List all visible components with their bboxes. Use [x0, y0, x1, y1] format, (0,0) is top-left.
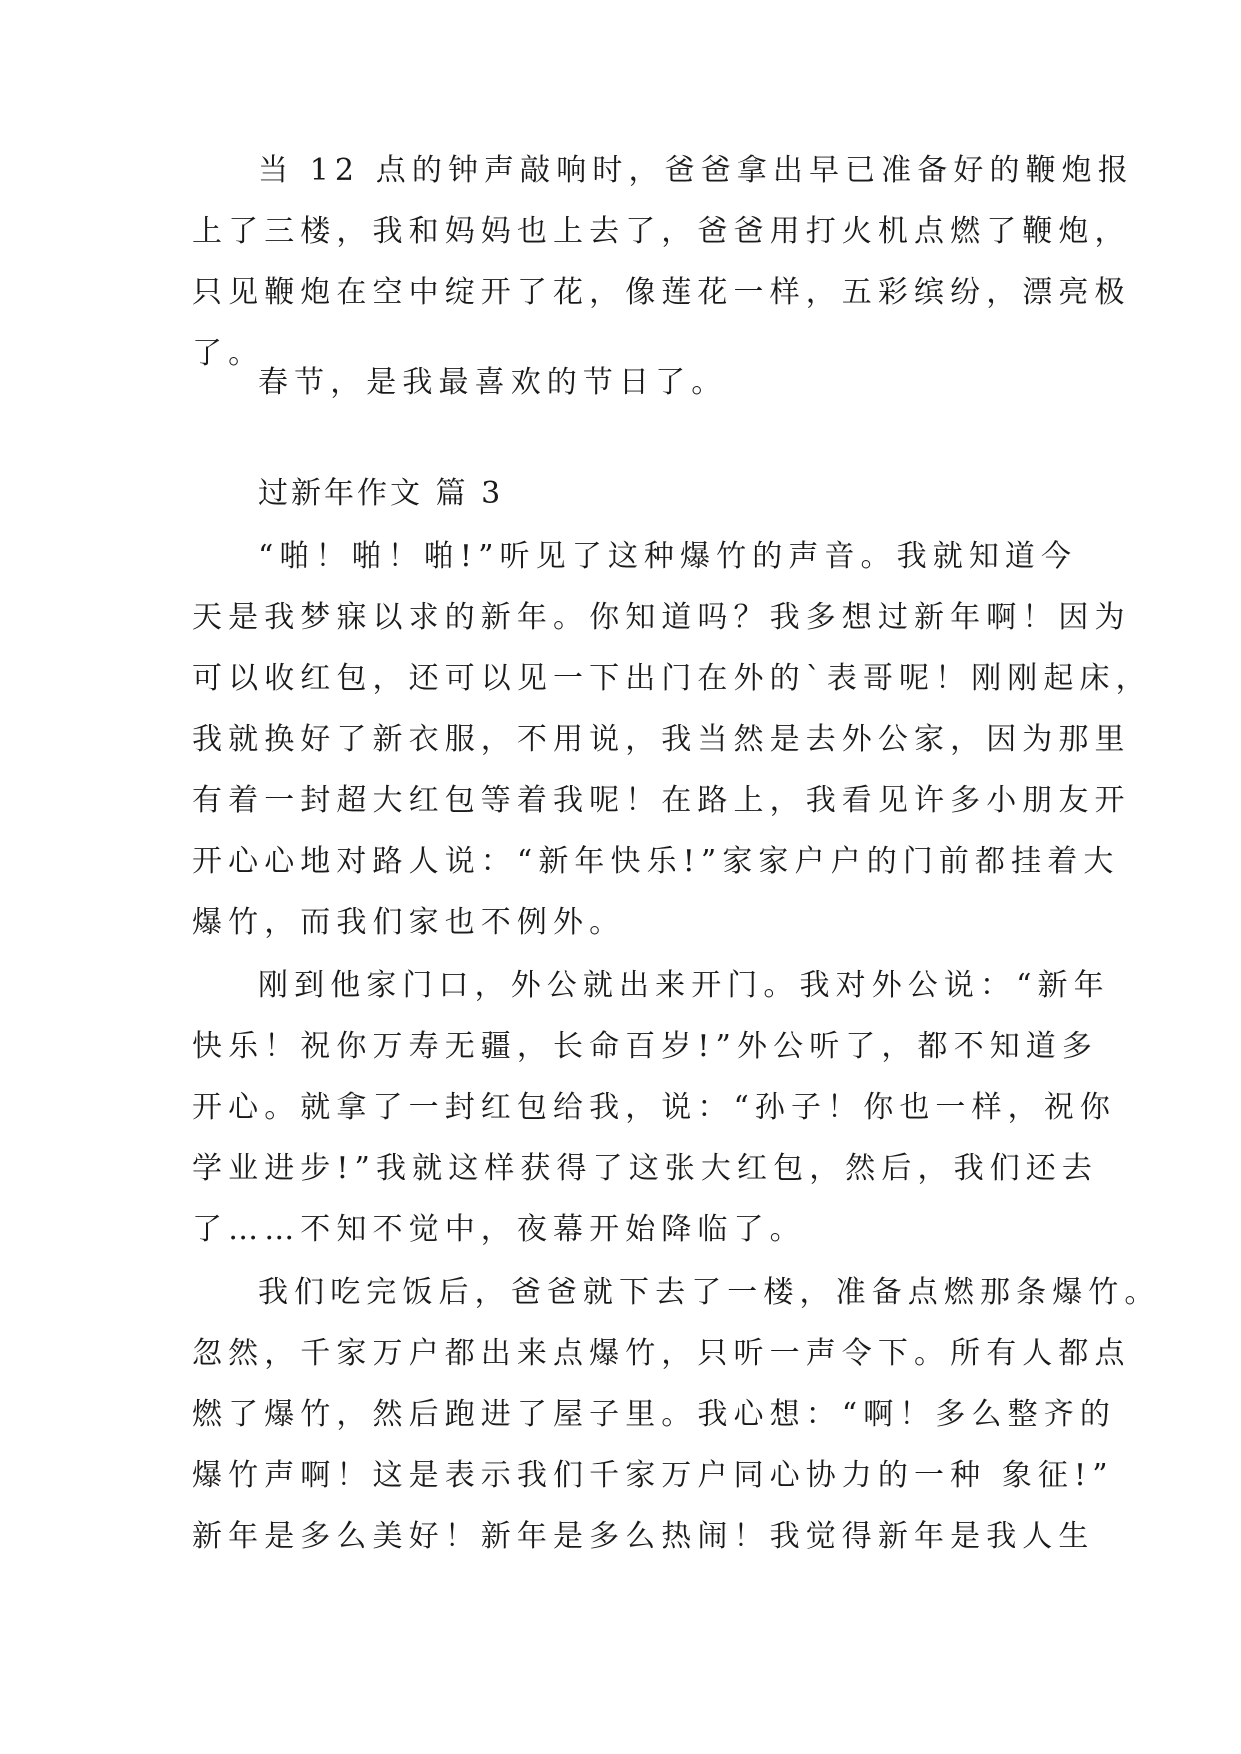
- paragraph-line: 新年是多么美好！新年是多么热闹！我觉得新年是我人生: [192, 1519, 1095, 1554]
- section-heading-block: [192, 463, 1072, 524]
- paragraph-line: “啪！啪！啪!”听见了这种爆竹的声音。我就知道今: [258, 539, 1078, 574]
- paragraph-line: 我们吃完饭后，爸爸就下去了一楼，准备点燃那条爆竹。: [258, 1275, 1161, 1310]
- paragraph-line: 上了三楼，我和妈妈也上去了，爸爸用打火机点燃了鞭炮，: [192, 214, 1131, 249]
- paragraph-3: [192, 526, 1152, 953]
- paragraph-line: 爆竹声啊！这是表示我们千家万户同心协力的一种 象征!”: [192, 1458, 1114, 1493]
- paragraph-line: 快乐！祝你万寿无疆，长命百岁!”外公听了，都不知道多: [192, 1029, 1098, 1064]
- paragraph-line: 学业进步!”我就这样获得了这张大红包，然后，我们还去: [192, 1151, 1098, 1186]
- paragraph-line: 开心心地对路人说：“新年快乐!”家家户户的门前都挂着大: [192, 844, 1120, 879]
- paragraph-line: 有着一封超大红包等着我呢！在路上，我看见许多小朋友开: [192, 783, 1131, 818]
- paragraph-4: [192, 955, 1116, 1260]
- paragraph-5: [192, 1262, 1161, 1567]
- paragraph-line: 开心。就拿了一封红包给我，说：“孙子！你也一样，祝你: [192, 1090, 1116, 1125]
- paragraph-line: 天是我梦寐以求的新年。你知道吗？我多想过新年啊！因为: [192, 600, 1131, 635]
- paragraph-1: [192, 140, 1134, 384]
- paragraph-line: 当 12 点的钟声敲响时，爸爸拿出早已准备好的鞭炮报: [258, 153, 1134, 188]
- paragraph-line: 春节，是我最喜欢的节日了。: [258, 365, 728, 400]
- paragraph-line: 只见鞭炮在空中绽开了花，像莲花一样，五彩缤纷，漂亮极: [192, 275, 1131, 310]
- paragraph-line: 燃了爆竹，然后跑进了屋子里。我心想：“啊！多么整齐的: [192, 1397, 1116, 1432]
- paragraph-line: 了……不知不觉中，夜幕开始降临了。: [192, 1212, 806, 1247]
- paragraph-line: 我就换好了新衣服，不用说，我当然是去外公家，因为那里: [192, 722, 1131, 757]
- paragraph-line: 爆竹，而我们家也不例外。: [192, 905, 626, 940]
- section-heading: 过新年作文 篇 3: [258, 476, 504, 511]
- paragraph-line: 忽然，千家万户都出来点爆竹，只听一声令下。所有人都点: [192, 1336, 1131, 1371]
- paragraph-line: 了。: [192, 336, 265, 371]
- paragraph-line: 可以收红包，还可以见一下出门在外的`表哥呢！刚刚起床，: [192, 661, 1152, 696]
- paragraph-line: 刚到他家门口，外公就出来开门。我对外公说：“新年: [258, 968, 1110, 1003]
- paragraph-2: [192, 352, 1072, 413]
